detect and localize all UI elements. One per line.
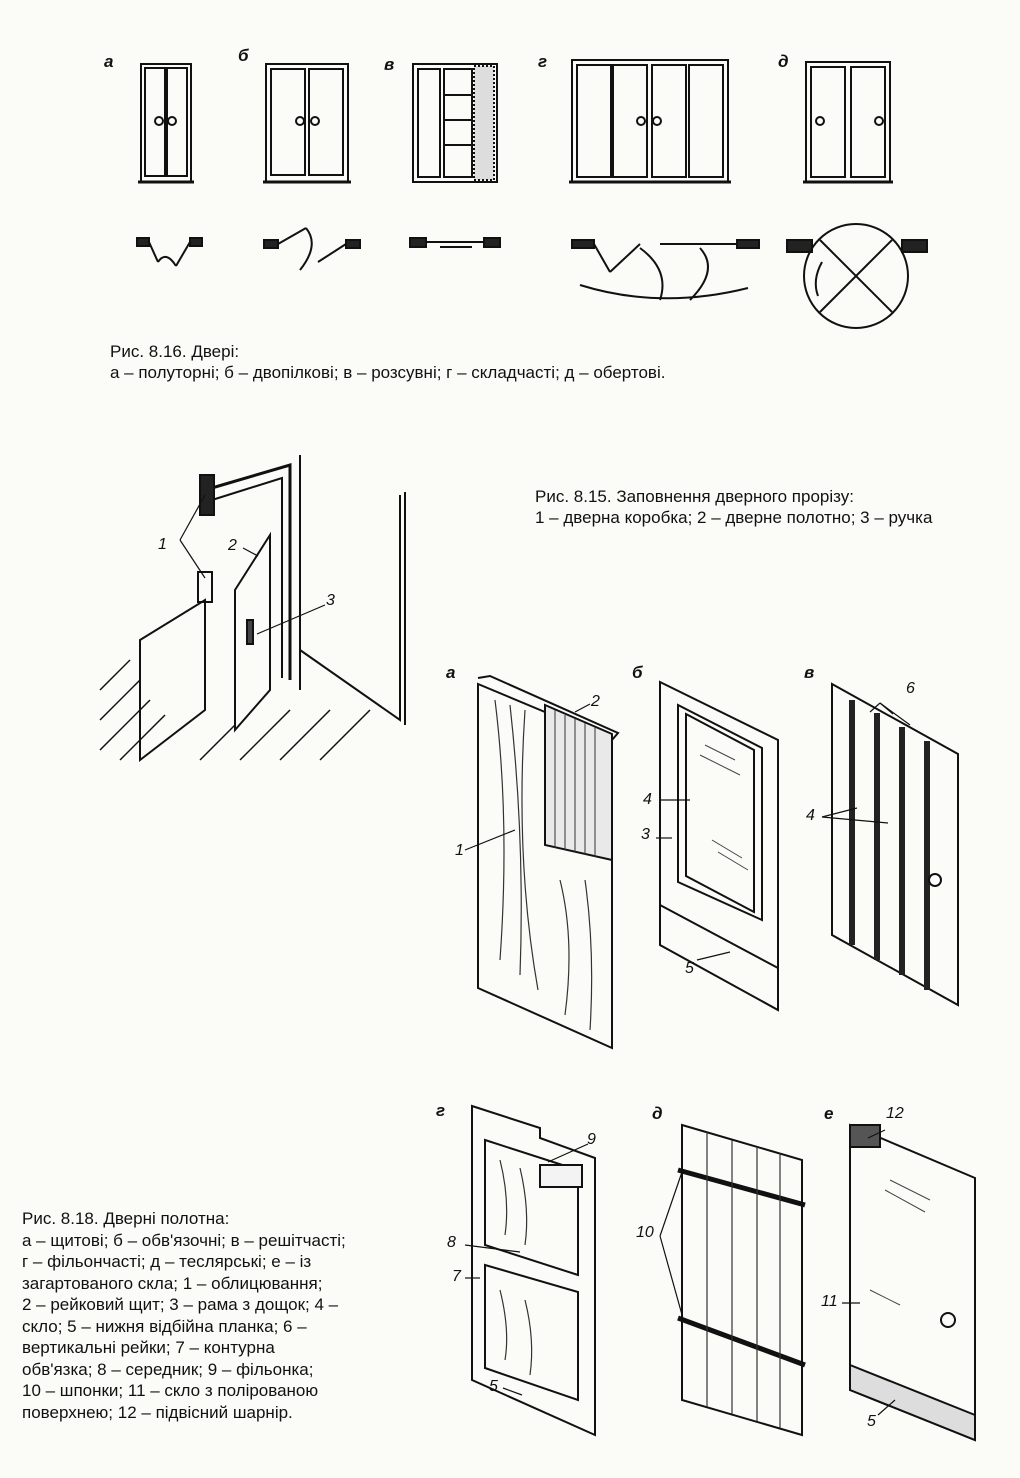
fig818-b-label-3: 3 bbox=[641, 826, 650, 843]
fig818-letter-v: в bbox=[804, 663, 815, 682]
door-e-glass bbox=[850, 1125, 975, 1440]
fig816-letter-a: а bbox=[104, 52, 114, 71]
fig818-caption-line-9: 10 – шпонки; 11 – скло з полірованою bbox=[22, 1381, 319, 1400]
fig818-caption-line-3: г – фільончасті; д – теслярські; е – із bbox=[22, 1252, 312, 1271]
fig818-d-label-10: 10 bbox=[636, 1224, 654, 1241]
fig818-g-label-7: 7 bbox=[452, 1268, 461, 1285]
fig818-letter-d: д bbox=[652, 1104, 663, 1123]
fig818-a-label-2: 2 bbox=[591, 693, 600, 710]
door-a-panel bbox=[478, 676, 618, 1048]
fig816-caption-title: Рис. 8.16. Двері: bbox=[110, 342, 240, 361]
fig818-v-label-6: 6 bbox=[906, 680, 915, 697]
door-b-framed bbox=[660, 682, 778, 1010]
fig818-caption-line-4: загартованого скла; 1 – облицювання; bbox=[22, 1273, 323, 1293]
fig818-caption-line-6: скло; 5 – нижня відбійна планка; 6 – bbox=[22, 1316, 307, 1336]
fig818-e-label-12: 12 bbox=[886, 1105, 904, 1122]
fig815-label-1: 1 bbox=[158, 536, 167, 553]
fig815-caption-body: 1 – дверна коробка; 2 – дверне полотно; 3 – ручка bbox=[535, 508, 933, 527]
fig818-letter-b: б bbox=[632, 663, 643, 682]
fig818-v-label-4: 4 bbox=[806, 807, 815, 824]
fig818-caption-line-2: а – щитові; б – обв'язочні; в – решітчасті; bbox=[22, 1230, 346, 1250]
fig818-caption-line-7: вертикальні рейки; 7 – контурна bbox=[22, 1338, 275, 1357]
fig818-caption bbox=[22, 1208, 407, 1423]
fig818-g-label-5: 5 bbox=[489, 1378, 498, 1395]
fig815-label-2: 2 bbox=[228, 537, 237, 554]
fig816-letter-b: б bbox=[238, 46, 249, 65]
fig818-caption-line-1: Рис. 8.18. Дверні полотна: bbox=[22, 1209, 230, 1228]
fig818-caption-line-5: 2 – рейковий щит; 3 – рама з дощок; 4 – bbox=[22, 1295, 339, 1314]
fig818-b-label-4: 4 bbox=[643, 791, 652, 808]
fig818-caption-line-8: обв'язка; 8 – середник; 9 – фільонка; bbox=[22, 1359, 314, 1379]
fig818-letter-a: а bbox=[446, 663, 456, 682]
fig818-e-label-5: 5 bbox=[867, 1413, 876, 1430]
fig818-e-label-11: 11 bbox=[821, 1293, 838, 1310]
fig818-letter-e: е bbox=[824, 1104, 834, 1123]
fig818-b-label-5: 5 bbox=[685, 960, 694, 977]
fig815-label-3: 3 bbox=[326, 592, 335, 609]
fig818-letter-g: г bbox=[436, 1101, 446, 1120]
fig818-a-label-1: 1 bbox=[455, 842, 464, 859]
fig818-caption-line-10: поверхнею; 12 – підвісний шарнір. bbox=[22, 1402, 293, 1422]
fig815-caption-title: Рис. 8.15. Заповнення дверного прорізу: bbox=[535, 487, 854, 506]
door-v-lattice bbox=[832, 684, 958, 1005]
fig818-g-label-9: 9 bbox=[587, 1131, 596, 1148]
door-d-carpentry bbox=[678, 1125, 805, 1435]
fig816-letter-d: д bbox=[778, 52, 789, 71]
fig816-letter-v: в bbox=[384, 55, 395, 74]
fig816-letter-g: г bbox=[538, 52, 548, 71]
fig816-caption-body: а – полуторні; б – двопілкові; в – розсувні; г – складчасті; д – обертові. bbox=[110, 363, 666, 382]
fig818-g-label-8: 8 bbox=[447, 1234, 456, 1251]
